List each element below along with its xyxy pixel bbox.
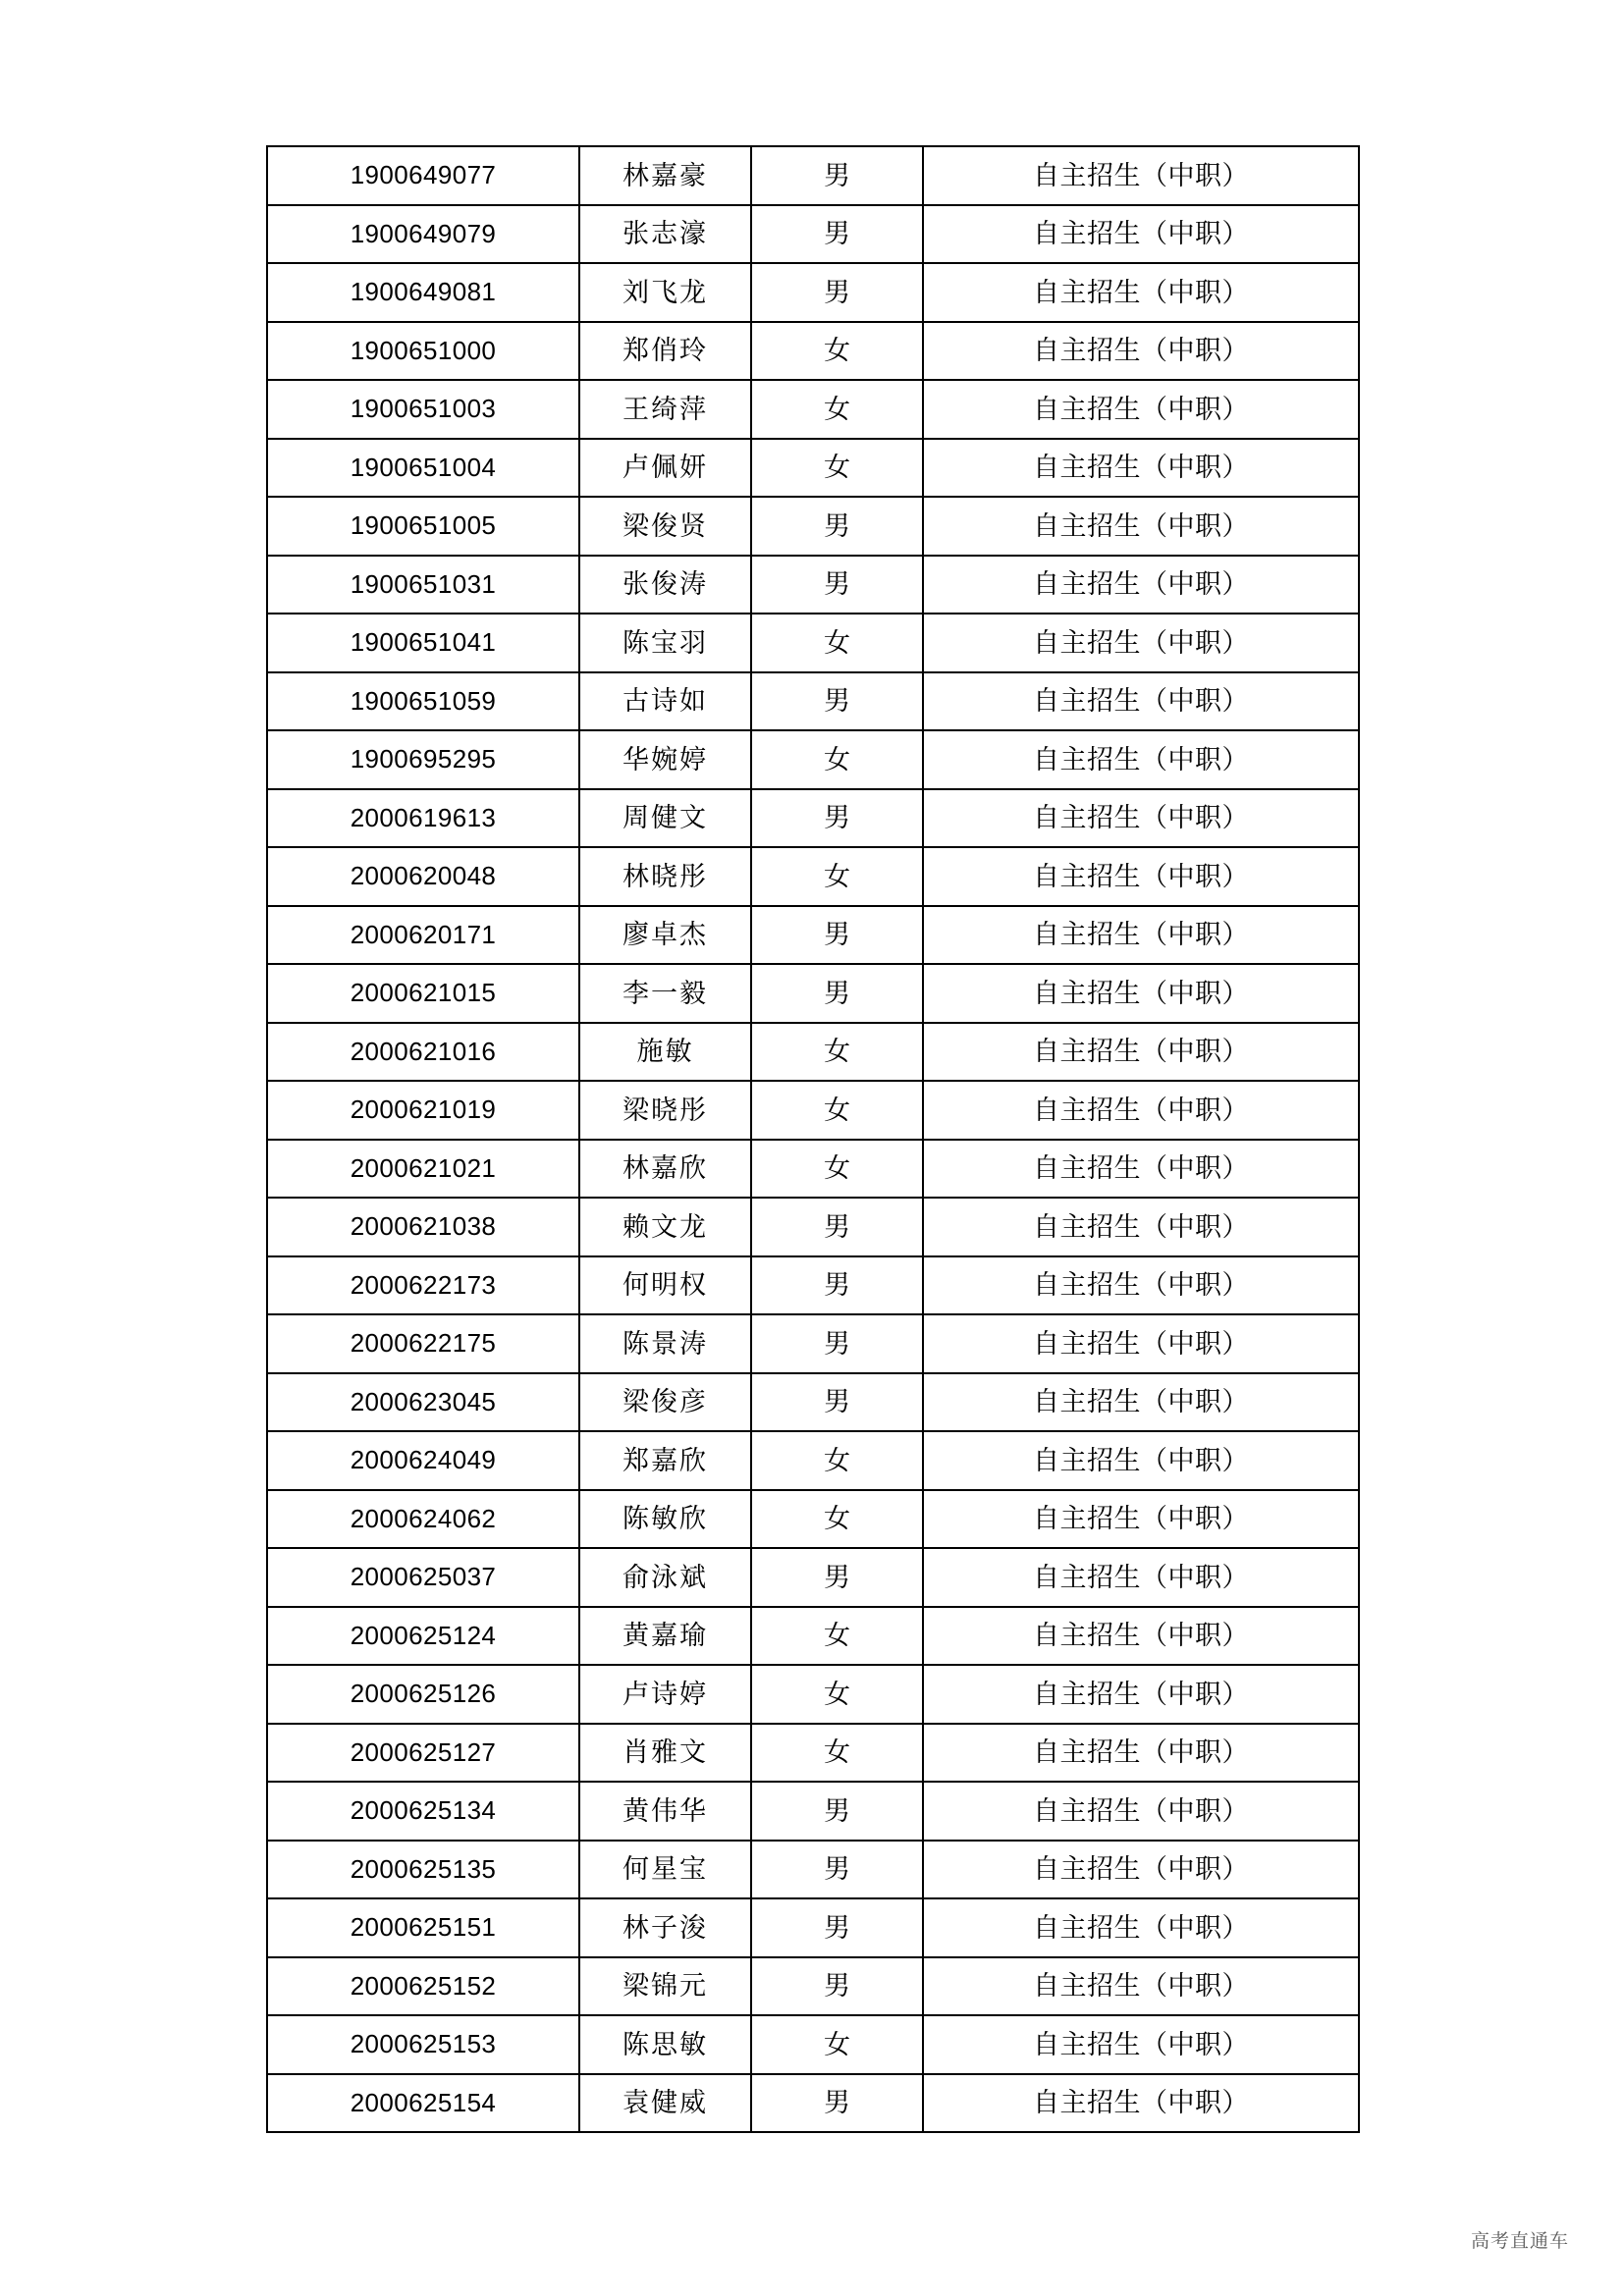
cell-exam-number: 2000625154 <box>267 2074 579 2133</box>
cell-exam-number: 1900649079 <box>267 205 579 264</box>
cell-gender: 男 <box>751 1314 923 1373</box>
cell-student-name: 陈景涛 <box>579 1314 751 1373</box>
cell-exam-number: 1900649081 <box>267 263 579 322</box>
cell-admission-type: 自主招生（中职） <box>923 1782 1359 1841</box>
cell-student-name: 王绮萍 <box>579 380 751 439</box>
table-row <box>267 2074 1359 2133</box>
cell-admission-type: 自主招生（中职） <box>923 1548 1359 1607</box>
cell-student-name: 林嘉欣 <box>579 1140 751 1199</box>
admission-roster-table-wrapper <box>266 145 1358 2133</box>
cell-gender: 女 <box>751 730 923 789</box>
table-row <box>267 263 1359 322</box>
cell-exam-number: 2000625134 <box>267 1782 579 1841</box>
table-row <box>267 1314 1359 1373</box>
cell-student-name: 俞泳斌 <box>579 1548 751 1607</box>
cell-gender: 女 <box>751 1724 923 1783</box>
cell-student-name: 梁锦元 <box>579 1957 751 2016</box>
cell-exam-number: 1900649077 <box>267 146 579 205</box>
cell-exam-number: 2000620048 <box>267 847 579 906</box>
table-row <box>267 1724 1359 1783</box>
table-row <box>267 1198 1359 1256</box>
cell-admission-type: 自主招生（中职） <box>923 1373 1359 1432</box>
cell-gender: 女 <box>751 1607 923 1666</box>
cell-admission-type: 自主招生（中职） <box>923 205 1359 264</box>
cell-exam-number: 2000625037 <box>267 1548 579 1607</box>
table-row <box>267 2015 1359 2074</box>
cell-exam-number: 2000625126 <box>267 1665 579 1724</box>
cell-exam-number: 1900651041 <box>267 614 579 672</box>
cell-admission-type: 自主招生（中职） <box>923 1490 1359 1549</box>
table-row <box>267 556 1359 614</box>
cell-admission-type: 自主招生（中职） <box>923 439 1359 498</box>
cell-student-name: 卢诗婷 <box>579 1665 751 1724</box>
watermark-label: 高考直通车 <box>1470 2231 1569 2252</box>
cell-exam-number: 2000621038 <box>267 1198 579 1256</box>
cell-gender: 男 <box>751 964 923 1023</box>
cell-admission-type: 自主招生（中职） <box>923 1607 1359 1666</box>
cell-admission-type: 自主招生（中职） <box>923 1724 1359 1783</box>
cell-admission-type: 自主招生（中职） <box>923 906 1359 965</box>
cell-student-name: 黄伟华 <box>579 1782 751 1841</box>
cell-exam-number: 1900651003 <box>267 380 579 439</box>
cell-exam-number: 1900651000 <box>267 322 579 381</box>
table-row <box>267 1023 1359 1082</box>
cell-gender: 男 <box>751 1957 923 2016</box>
table-row <box>267 1898 1359 1957</box>
cell-student-name: 廖卓杰 <box>579 906 751 965</box>
cell-admission-type: 自主招生（中职） <box>923 1957 1359 2016</box>
cell-student-name: 李一毅 <box>579 964 751 1023</box>
cell-gender: 女 <box>751 847 923 906</box>
cell-gender: 男 <box>751 1898 923 1957</box>
table-row <box>267 146 1359 205</box>
table-row <box>267 1841 1359 1899</box>
cell-gender: 男 <box>751 497 923 556</box>
cell-exam-number: 1900651004 <box>267 439 579 498</box>
cell-exam-number: 2000625152 <box>267 1957 579 2016</box>
cell-student-name: 梁俊贤 <box>579 497 751 556</box>
cell-student-name: 梁晓彤 <box>579 1081 751 1140</box>
cell-student-name: 何星宝 <box>579 1841 751 1899</box>
cell-admission-type: 自主招生（中职） <box>923 1140 1359 1199</box>
cell-exam-number: 2000624062 <box>267 1490 579 1549</box>
cell-student-name: 卢佩妍 <box>579 439 751 498</box>
cell-student-name: 古诗如 <box>579 672 751 731</box>
admission-roster-body <box>267 146 1359 2132</box>
cell-exam-number: 2000621021 <box>267 1140 579 1199</box>
cell-gender: 男 <box>751 1782 923 1841</box>
cell-gender: 男 <box>751 672 923 731</box>
cell-admission-type: 自主招生（中职） <box>923 789 1359 848</box>
table-row <box>267 380 1359 439</box>
cell-exam-number: 2000625151 <box>267 1898 579 1957</box>
cell-exam-number: 1900651005 <box>267 497 579 556</box>
cell-student-name: 陈思敏 <box>579 2015 751 2074</box>
cell-admission-type: 自主招生（中职） <box>923 146 1359 205</box>
cell-student-name: 赖文龙 <box>579 1198 751 1256</box>
cell-gender: 男 <box>751 2074 923 2133</box>
cell-admission-type: 自主招生（中职） <box>923 1023 1359 1082</box>
cell-student-name: 华婉婷 <box>579 730 751 789</box>
cell-student-name: 黄嘉瑜 <box>579 1607 751 1666</box>
cell-student-name: 梁俊彦 <box>579 1373 751 1432</box>
cell-exam-number: 2000621016 <box>267 1023 579 1082</box>
table-row <box>267 1490 1359 1549</box>
cell-admission-type: 自主招生（中职） <box>923 847 1359 906</box>
cell-student-name: 刘飞龙 <box>579 263 751 322</box>
table-row <box>267 614 1359 672</box>
table-row <box>267 789 1359 848</box>
cell-gender: 男 <box>751 1841 923 1899</box>
cell-gender: 男 <box>751 1373 923 1432</box>
cell-exam-number: 1900651059 <box>267 672 579 731</box>
cell-gender: 男 <box>751 1548 923 1607</box>
cell-exam-number: 1900695295 <box>267 730 579 789</box>
cell-student-name: 袁健威 <box>579 2074 751 2133</box>
cell-gender: 女 <box>751 1081 923 1140</box>
cell-exam-number: 2000622175 <box>267 1314 579 1373</box>
table-row <box>267 1373 1359 1432</box>
cell-exam-number: 2000624049 <box>267 1431 579 1490</box>
table-row <box>267 1140 1359 1199</box>
cell-admission-type: 自主招生（中职） <box>923 556 1359 614</box>
cell-student-name: 郑嘉欣 <box>579 1431 751 1490</box>
cell-admission-type: 自主招生（中职） <box>923 964 1359 1023</box>
table-row <box>267 730 1359 789</box>
cell-admission-type: 自主招生（中职） <box>923 614 1359 672</box>
cell-gender: 女 <box>751 1490 923 1549</box>
cell-exam-number: 2000622173 <box>267 1256 579 1315</box>
cell-gender: 男 <box>751 1198 923 1256</box>
table-row <box>267 847 1359 906</box>
cell-admission-type: 自主招生（中职） <box>923 380 1359 439</box>
cell-student-name: 肖雅文 <box>579 1724 751 1783</box>
cell-admission-type: 自主招生（中职） <box>923 1314 1359 1373</box>
cell-admission-type: 自主招生（中职） <box>923 322 1359 381</box>
cell-admission-type: 自主招生（中职） <box>923 1665 1359 1724</box>
cell-exam-number: 2000619613 <box>267 789 579 848</box>
cell-exam-number: 2000625135 <box>267 1841 579 1899</box>
cell-student-name: 张志濠 <box>579 205 751 264</box>
table-row <box>267 1081 1359 1140</box>
table-row <box>267 1548 1359 1607</box>
cell-exam-number: 2000625124 <box>267 1607 579 1666</box>
cell-student-name: 郑俏玲 <box>579 322 751 381</box>
cell-admission-type: 自主招生（中职） <box>923 263 1359 322</box>
table-row <box>267 322 1359 381</box>
cell-gender: 女 <box>751 1431 923 1490</box>
cell-gender: 女 <box>751 2015 923 2074</box>
cell-admission-type: 自主招生（中职） <box>923 672 1359 731</box>
table-row <box>267 964 1359 1023</box>
table-row <box>267 1431 1359 1490</box>
cell-student-name: 周健文 <box>579 789 751 848</box>
cell-gender: 男 <box>751 1256 923 1315</box>
cell-exam-number: 2000623045 <box>267 1373 579 1432</box>
table-row <box>267 205 1359 264</box>
cell-admission-type: 自主招生（中职） <box>923 1841 1359 1899</box>
cell-gender: 女 <box>751 322 923 381</box>
cell-exam-number: 1900651031 <box>267 556 579 614</box>
cell-admission-type: 自主招生（中职） <box>923 497 1359 556</box>
cell-exam-number: 2000621019 <box>267 1081 579 1140</box>
table-row <box>267 497 1359 556</box>
table-row <box>267 906 1359 965</box>
cell-gender: 女 <box>751 1665 923 1724</box>
cell-gender: 男 <box>751 263 923 322</box>
cell-admission-type: 自主招生（中职） <box>923 1431 1359 1490</box>
cell-gender: 男 <box>751 146 923 205</box>
table-row <box>267 1782 1359 1841</box>
cell-admission-type: 自主招生（中职） <box>923 1256 1359 1315</box>
cell-student-name: 林子浚 <box>579 1898 751 1957</box>
cell-gender: 女 <box>751 614 923 672</box>
admission-roster-table <box>266 145 1360 2133</box>
cell-exam-number: 2000620171 <box>267 906 579 965</box>
table-row <box>267 672 1359 731</box>
cell-admission-type: 自主招生（中职） <box>923 1081 1359 1140</box>
cell-admission-type: 自主招生（中职） <box>923 2015 1359 2074</box>
cell-student-name: 施敏 <box>579 1023 751 1082</box>
cell-gender: 男 <box>751 205 923 264</box>
cell-student-name: 林嘉豪 <box>579 146 751 205</box>
cell-gender: 女 <box>751 1140 923 1199</box>
cell-exam-number: 2000625127 <box>267 1724 579 1783</box>
table-row <box>267 1665 1359 1724</box>
table-row <box>267 1607 1359 1666</box>
cell-admission-type: 自主招生（中职） <box>923 2074 1359 2133</box>
cell-admission-type: 自主招生（中职） <box>923 1898 1359 1957</box>
cell-gender: 女 <box>751 380 923 439</box>
cell-gender: 男 <box>751 906 923 965</box>
cell-gender: 女 <box>751 1023 923 1082</box>
table-row <box>267 1957 1359 2016</box>
table-row <box>267 1256 1359 1315</box>
table-row <box>267 439 1359 498</box>
cell-admission-type: 自主招生（中职） <box>923 730 1359 789</box>
cell-gender: 男 <box>751 556 923 614</box>
cell-exam-number: 2000621015 <box>267 964 579 1023</box>
cell-gender: 男 <box>751 789 923 848</box>
cell-student-name: 陈宝羽 <box>579 614 751 672</box>
cell-student-name: 何明权 <box>579 1256 751 1315</box>
cell-student-name: 林晓彤 <box>579 847 751 906</box>
cell-admission-type: 自主招生（中职） <box>923 1198 1359 1256</box>
cell-gender: 女 <box>751 439 923 498</box>
cell-student-name: 陈敏欣 <box>579 1490 751 1549</box>
cell-student-name: 张俊涛 <box>579 556 751 614</box>
cell-exam-number: 2000625153 <box>267 2015 579 2074</box>
